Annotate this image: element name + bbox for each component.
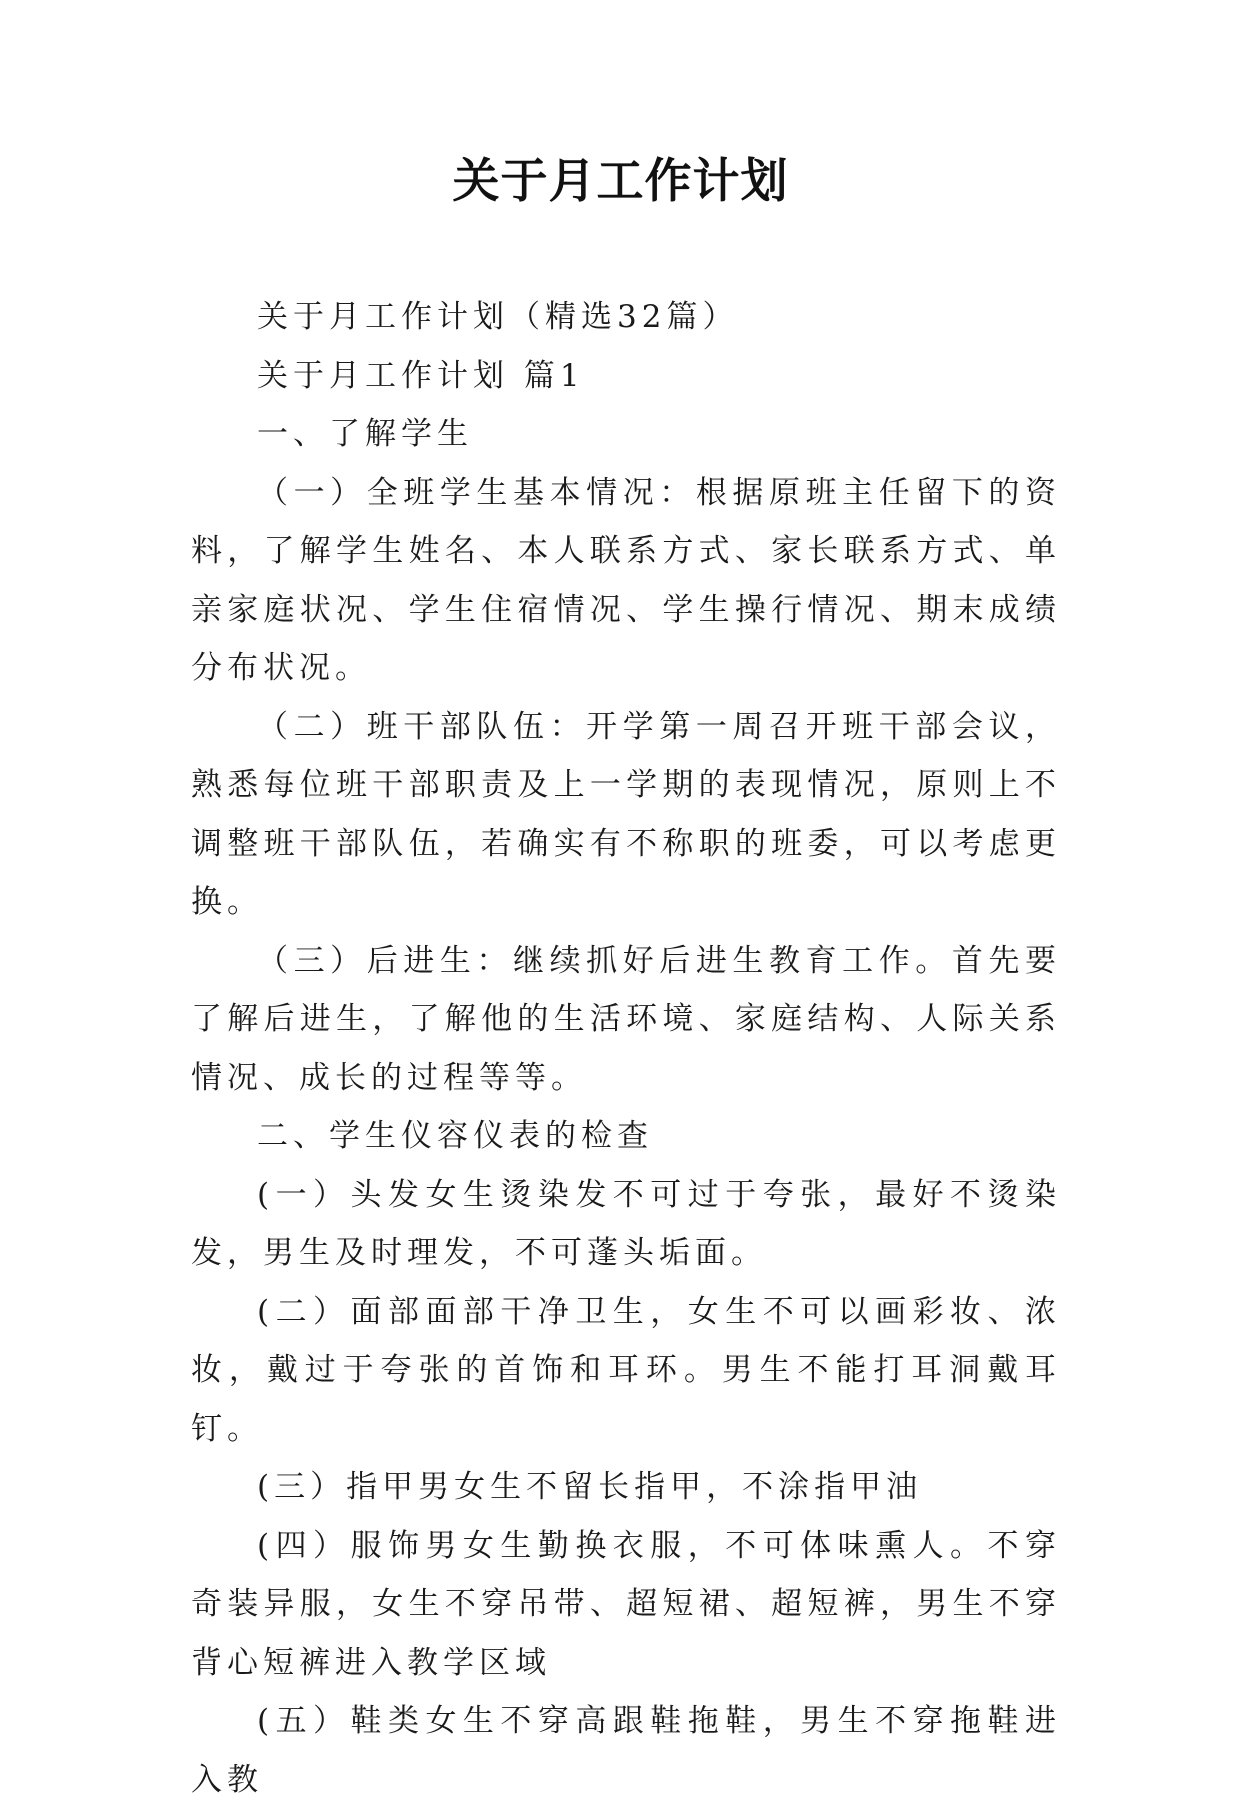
paragraph: (五）鞋类女生不穿高跟鞋拖鞋，男生不穿拖鞋进入教 [191, 1703, 1061, 1798]
document-body [191, 288, 1061, 1809]
paragraph: (三）指甲男女生不留长指甲，不涂指甲油 [257, 1469, 923, 1505]
paragraph-heading-2: 二、学生仪容仪表的检查 [257, 1118, 653, 1154]
paragraph-subtitle: 关于月工作计划（精选32篇） [257, 299, 739, 335]
paragraph-heading-1: 一、了解学生 [257, 416, 473, 452]
paragraph: (四）服饰男女生勤换衣服，不可体味熏人。不穿奇装异服，女生不穿吊带、超短裙、超短裤，男生不穿背心短裤进入教学区域 [191, 1527, 1061, 1681]
paragraph: (二）面部面部干净卫生，女生不可以画彩妆、浓妆，戴过于夸张的首饰和耳环。男生不能打耳洞戴耳钉。 [191, 1293, 1061, 1447]
document-title: 关于月工作计划 [452, 154, 789, 209]
paragraph-section-heading: 关于月工作计划 篇1 [257, 357, 585, 394]
paragraph: （一）全班学生基本情况：根据原班主任留下的资料，了解学生姓名、本人联系方式、家长联系方式、单亲家庭状况、学生住宿情况、学生操行情况、期末成绩分布状况。 [191, 474, 1061, 686]
paragraph: （三）后进生：继续抓好后进生教育工作。首先要了解后进生，了解他的生活环境、家庭结构、人际关系情况、成长的过程等等。 [191, 942, 1061, 1096]
paragraph: (一）头发女生烫染发不可过于夸张，最好不烫染发，男生及时理发，不可蓬头垢面。 [191, 1176, 1061, 1271]
paragraph: （二）班干部队伍：开学第一周召开班干部会议，熟悉每位班干部职责及上一学期的表现情况，原则上不调整班干部队伍，若确实有不称职的班委，可以考虑更换。 [191, 708, 1061, 920]
